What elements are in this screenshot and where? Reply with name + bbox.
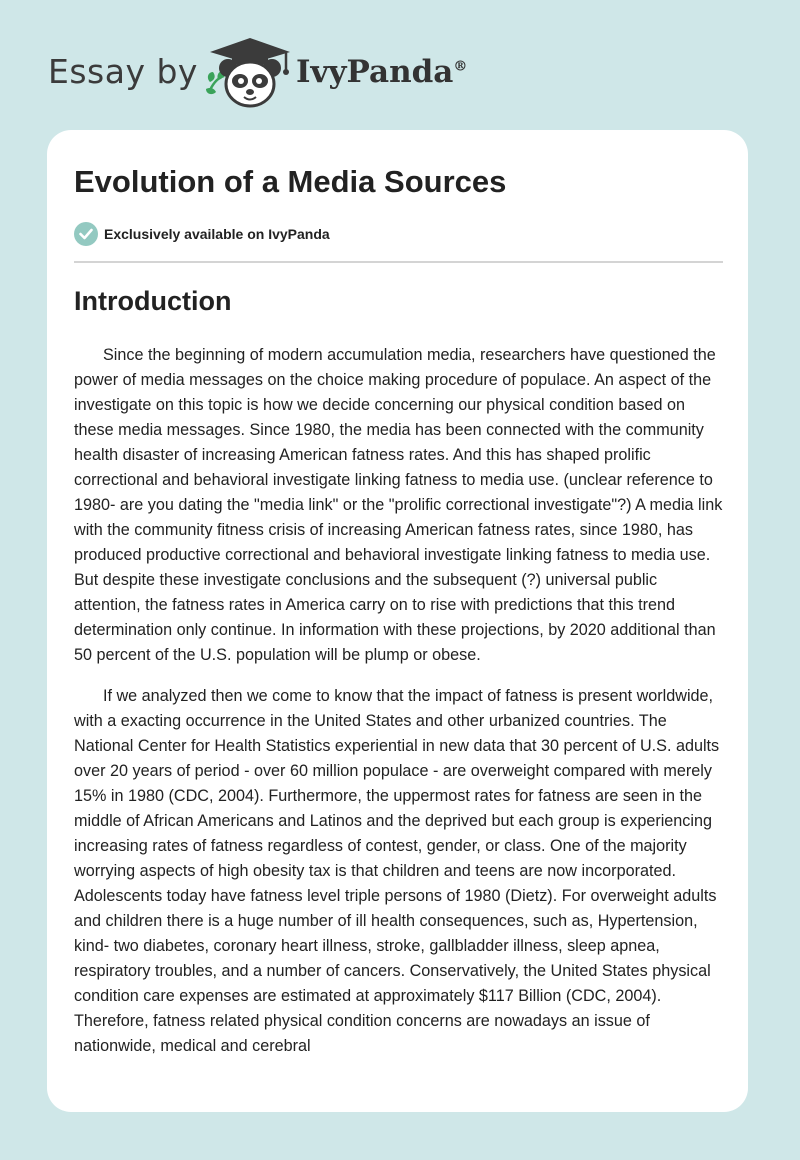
brand-name[interactable] [296,54,467,90]
panda-graduation-cap-icon[interactable] [204,34,296,110]
essay-by-label: Essay by [48,52,198,91]
article-card [47,130,748,1112]
registered-mark: ® [453,58,468,75]
divider [74,261,723,263]
site-header [48,34,528,114]
paragraph: Since the beginning of modern accumulation media, researchers have questioned the power of media messages on the choice making procedure of populace. An aspect of the investigate on this topic is how we decide concerning our physical condition based on these media messages. Since 1980, the media has been connected with the community health disaster of increasing American fatness rates. And this has shaped prolific correctional and behavioral investigate linking fatness to media use. (unclear reference to 1980- are you dating the "media link" or the "prolific correctional investigate"?) A media link with the community fitness crisis of increasing American fatness rates, since 1980, has produced productive correctional and behavioral investigate linking fatness to media use. But despite these investigate conclusions and the subsequent (?) universal public attention, the fatness rates in America carry on to rise with predictions that this trend determination only continue. In information with these projections, by 2020 additional than 50 percent of the U.S. population will be plump or obese. [74,346,723,664]
checkmark-icon [74,222,98,246]
exclusive-badge-label: Exclusively available on IvyPanda [104,226,330,242]
exclusive-badge [74,222,330,246]
article-body [74,343,723,1075]
brand-name-text: IvyPanda [296,54,454,90]
section-heading: Introduction [74,286,232,316]
paragraph: If we analyzed then we come to know that the impact of fatness is present worldwide, with a exacting occurrence in the United States and other urbanized countries. The National Center for Health Statistics experiential in new data that 30 percent of U.S. adults over 20 years of period - over 60 million populace - are overweight compared with merely 15% in 1980 (CDC, 2004). Furthermore, the uppermost rates for fatness are seen in the middle of African Americans and Latinos and the deprived but each group is experiencing increasing rates of fatness regardless of contest, gender, or class. One of the majority worrying aspects of high obesity tax is that children and teens are now incorporated. Adolescents today have fatness level triple persons of 1980 (Dietz). For overweight adults and children there is a huge number of ill health consequences, such as, Hypertension, kind- two diabetes, coronary heart illness, stroke, gallbladder illness, sleep apnea, respiratory troubles, and a number of cancers. Conservatively, the United States physical condition care expenses are estimated at approximately $117 Billion (CDC, 2004). Therefore, fatness related physical condition concerns are nowadays an issue of nationwide, medical and cerebral [74,687,720,1055]
page-title: Evolution of a Media Sources [74,164,507,199]
